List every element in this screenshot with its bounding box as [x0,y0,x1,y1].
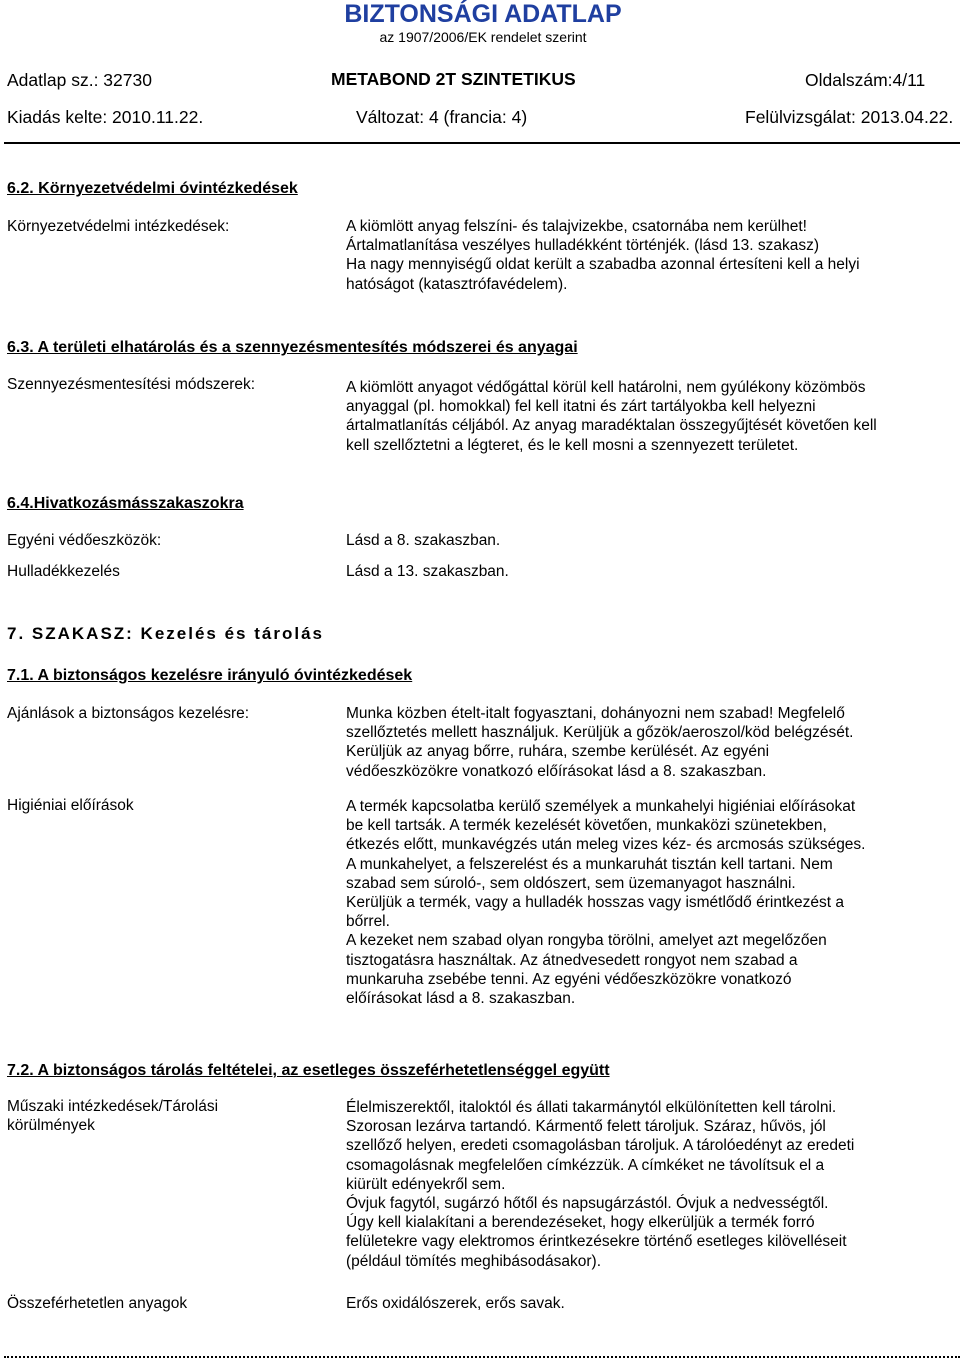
version: Változat: 4 (francia: 4) [356,107,528,127]
text-line: Óvjuk fagytól, sugárzó hőtől és napsugárzástól. Óvjuk a nedvességtől. [346,1195,829,1213]
section-6-3-text [346,378,960,455]
text-line: bőrrel. [346,913,390,931]
storage-label-line1: Műszaki intézkedések/Tárolási [7,1098,219,1115]
section-7-1-heading: 7.1. A biztonságos kezelésre irányuló óvintézkedések [7,667,413,684]
text-line: Kerüljük az anyag bőrre, ruhára, szembe kerülését. Az egyéni [346,743,770,761]
text-line: A kiömlött anyagot védőgáttal körül kell határolni, nem gyúlékony közömbös [346,379,866,396]
text-line: Ártalmatlanítása veszélyes hulladékként történjék. (lásd 13. szakasz) [346,237,819,255]
issue-date: Kiadás kelte: 2010.11.22. [7,107,204,127]
safe-handling-label: Ajánlások a biztonságos kezelésre: [7,705,250,722]
text-line: anyaggal (pl. homokkal) fel kell itatni és zárt tartályokba kell helyezni [346,398,816,416]
text-line: munkaruha zsebébe tenni. Az egyéni védőeszközökre vonatkozó [346,970,792,988]
text-line: Ha nagy mennyiségű oldat került a szabadba azonnal értesíteni kell a helyi [346,256,860,274]
text-line: Munka közben ételt-italt fogyasztani, dohányozni nem szabad! Megfelelő [346,705,845,722]
incompatible-value: Erős oxidálószerek, erős savak. [346,1295,565,1312]
text-line: előírásokat lásd a 8. szakaszban. [346,990,576,1008]
hygiene-label: Higiéniai előírások [7,797,134,814]
section-6-3-heading: 6.3. A területi elhatárolás és a szennyezésmentesítés módszerei és anyagai [7,339,578,356]
text-line: A kiömlött anyag felszíni- és talajvizekbe, csatornába nem kerülhet! [346,218,807,235]
text-line: tisztogatásra használtak. Az átnedvesedett rongyot nem szabad a [346,951,798,969]
section-6-2-heading: 6.2. Környezetvédelmi óvintézkedések [7,180,298,197]
text-line: csomagolásnak megfelelően címkézzük. A címkéket ne távolítsuk el a [346,1156,825,1174]
sheet-number: Adatlap sz.: 32730 [7,70,152,90]
text-line: felületekre vagy elektromos érintkezésekre történő esetleges kilövelléseit [346,1233,847,1251]
waste-label: Hulladékkezelés [7,563,120,580]
text-line: be kell tartsák. A termék kezelését követően, munkaközi szünetekben, [346,817,827,835]
text-line: A munkahelyet, a felszerelést és a munkaruhát tisztán kell tartani. Nem [346,855,833,873]
text-line: szabad sem súroló-, sem oldószert, sem üzemanyagot használni. [346,874,796,892]
text-line: ártalmatlanítás céljából. Az anyag maradéktalan összegyűjtését követően kell [346,417,877,435]
text-line: étkezés előtt, munkavégzés után meleg vizes kéz- és arcmosás szükséges. [346,836,866,854]
safe-handling-text [346,704,960,781]
ppe-label: Egyéni védőeszközök: [7,532,162,549]
storage-text [346,1098,960,1271]
section-6-3-label: Szennyezésmentesítési módszerek: [7,376,256,393]
section-7-2-heading: 7.2. A biztonságos tárolás feltételei, az esetleges összeférhetetlenséggel együtt [7,1062,610,1079]
incompatible-label: Összeférhetetlen anyagok [7,1295,188,1312]
regulation-subtitle: az 1907/2006/EK rendelet szerint [379,29,587,45]
page-number: Oldalszám:4/11 [805,70,926,90]
header-divider [4,142,960,144]
text-line: Úgy kell kialakítani a berendezéseket, hogy elkerüljük a termék forró [346,1214,815,1232]
waste-value: Lásd a 13. szakaszban. [346,563,509,580]
hygiene-text [346,797,960,1008]
text-line: kiürült edényekről sem. [346,1175,506,1193]
text-line: A termék kapcsolatba kerülő személyek a munkahelyi higiéniai előírásokat [346,798,856,815]
document-title: BIZTONSÁGI ADATLAP [344,0,622,28]
ppe-value: Lásd a 8. szakaszban. [346,532,501,549]
storage-label-line2: körülmények [7,1117,95,1134]
text-line: hatóságot (katasztrófavédelem). [346,275,568,293]
revision-date: Felülvizsgálat: 2013.04.22. [745,107,954,127]
product-name: METABOND 2T SZINTETIKUS [331,69,576,89]
text-line: A kezeket nem szabad olyan rongyba törölni, amelyet azt megelőzően [346,932,827,950]
text-line: kell szellőztetni a légteret, és le kell mosni a szennyezett területet. [346,436,799,454]
text-line: Kerüljük a termék, vagy a hulladék hosszas vagy ismétlődő érintkezést a [346,894,844,912]
text-line: védőeszközökre vonatkozó előírásokat lásd a 8. szakaszban. [346,762,767,780]
text-line: szellőztetés mellett használjuk. Kerüljük a gőzök/aeroszol/köd belégzését. [346,724,854,742]
footer-divider [4,1356,960,1358]
section-6-4-heading: 6.4.Hivatkozásmásszakaszokra [7,495,244,512]
section-6-2-label: Környezetvédelmi intézkedések: [7,218,230,235]
text-line: Szorosan lezárva tartandó. Kármentő felett tároljuk. Száraz, hűvös, jól [346,1118,826,1136]
text-line: (például tömítés meghibásodásakor). [346,1252,602,1270]
text-line: Élelmiszerektől, italoktól és állati takarmánytól elkülönítetten kell tárolni. [346,1099,837,1116]
text-line: szellőző helyen, eredeti csomagolásban tároljuk. A tárolóedényt az eredeti [346,1137,855,1155]
section-7-heading: 7. SZAKASZ: Kezelés és tárolás [7,624,324,643]
section-6-2-text [346,217,960,294]
